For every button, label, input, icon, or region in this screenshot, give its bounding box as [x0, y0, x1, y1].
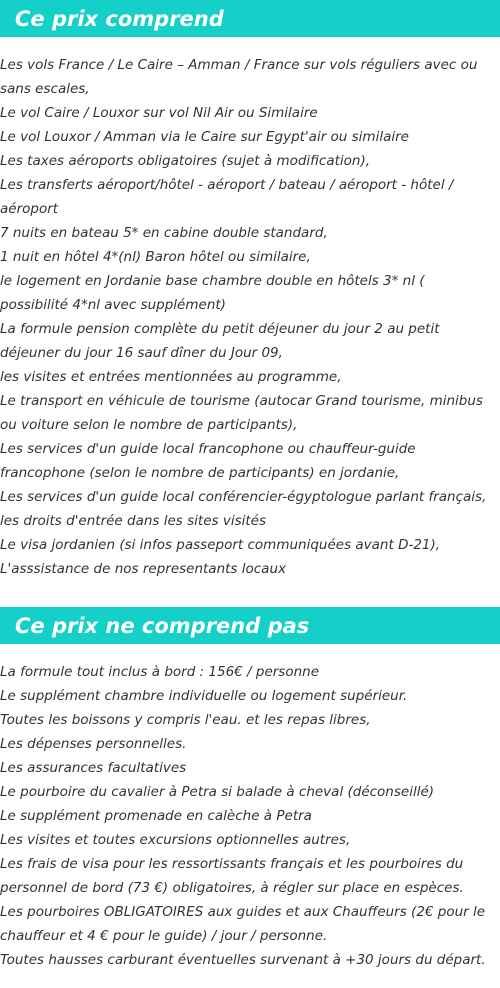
list-item: Le pourboire du cavalier à Petra si balade à cheval (déconseillé)	[0, 784, 435, 800]
list-item: Les frais de visa pour les ressortissants français et les pourboires du personnel de bord (73 €) obligatoires, à régler sur place en espèces.	[0, 856, 464, 896]
list-item: Les services d'un guide local conférencier-égyptologue parlant français, les droits d'entrée dans les sites visités	[0, 489, 487, 529]
list-item: 7 nuits en bateau 5* en cabine double standard,	[0, 225, 328, 241]
list-item: Les services d'un guide local francophone ou chauffeur-guide francophone (selon le nombre de participants) en jordanie,	[0, 441, 416, 481]
excluded-items-list	[0, 660, 496, 972]
list-item: Le visa jordanien (si infos passeport communiquées avant D-21),	[0, 537, 441, 553]
list-item: Toutes les boissons y compris l'eau. et les repas libres,	[0, 712, 371, 728]
list-item: Les assurances facultatives	[0, 760, 187, 776]
list-item: Le vol Caire / Louxor sur vol Nil Air ou Similaire	[0, 105, 318, 121]
list-item: La formule tout inclus à bord : 156€ / personne	[0, 664, 320, 680]
list-item: les visites et entrées mentionnées au programme,	[0, 369, 342, 385]
list-item: Les visites et toutes excursions optionnelles autres,	[0, 832, 351, 848]
included-items-list	[0, 53, 496, 581]
list-item: Le vol Louxor / Amman via le Caire sur Egypt'air ou similaire	[0, 129, 409, 145]
list-item: L'asssistance de nos representants locaux	[0, 561, 287, 577]
list-item: le logement en Jordanie base chambre double en hôtels 3* nl ( possibilité 4*nl avec supplément)	[0, 273, 425, 313]
list-item: 1 nuit en hôtel 4*(nl) Baron hôtel ou similaire,	[0, 249, 311, 265]
list-item: Le supplément chambre individuelle ou logement supérieur.	[0, 688, 408, 704]
list-item: La formule pension complète du petit déjeuner du jour 2 au petit déjeuner du jour 16 sauf dîner du Jour 09,	[0, 321, 440, 361]
list-item: Toutes hausses carburant éventuelles survenant à +30 jours du départ.	[0, 952, 486, 968]
list-item: Le supplément promenade en calèche à Petra	[0, 808, 312, 824]
excluded-section-title: Ce prix ne comprend pas	[0, 607, 500, 644]
included-section-title: Ce prix comprend	[0, 0, 500, 37]
list-item: Les transferts aéroport/hôtel - aéroport / bateau / aéroport - hôtel / aéroport	[0, 177, 454, 217]
list-item: Les dépenses personnelles.	[0, 736, 187, 752]
list-item: Les taxes aéroports obligatoires (sujet à modification),	[0, 153, 371, 169]
list-item: Le transport en véhicule de tourisme (autocar Grand tourisme, minibus ou voiture selon le nombre de participants),	[0, 393, 483, 433]
list-item: Les pourboires OBLIGATOIRES aux guides et aux Chauffeurs (2€ pour le chauffeur et 4 € pour le guide) / jour / personne.	[0, 904, 486, 944]
list-item: Les vols France / Le Caire – Amman / France sur vols réguliers avec ou sans escales,	[0, 57, 478, 97]
